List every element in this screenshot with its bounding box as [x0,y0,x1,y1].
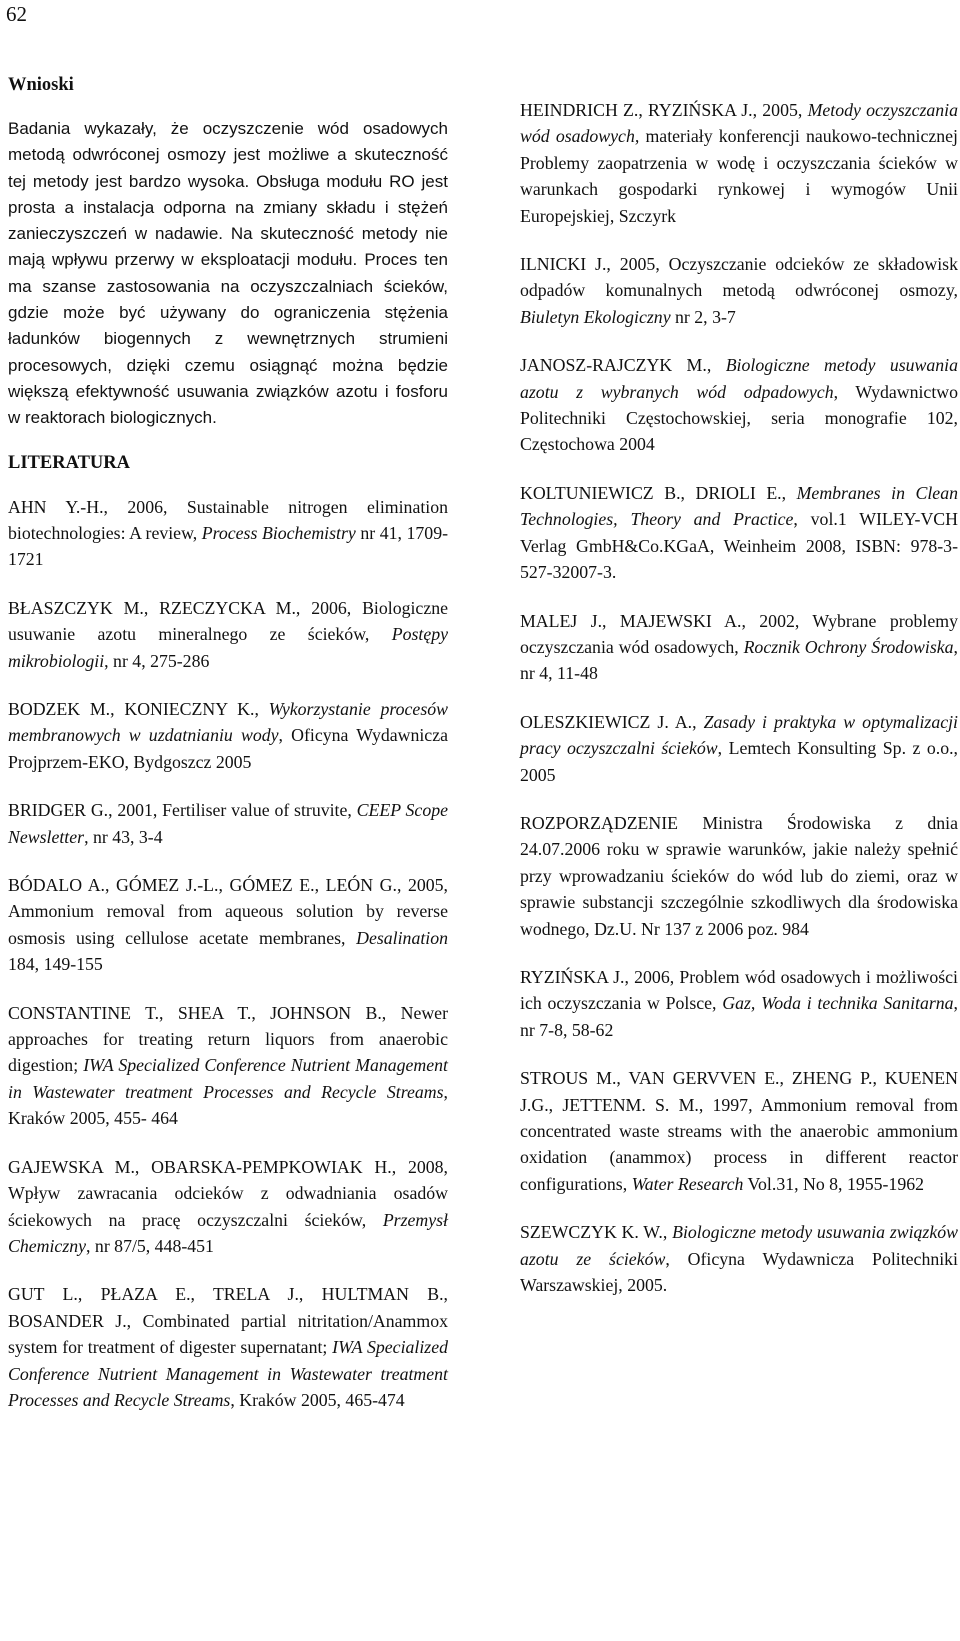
reference-item [520,352,958,458]
reference-text: ILNICKI J., 2005, Oczyszczanie odcieków ze składowisk odpadów komunalnych metodą odwróconej osmozy, [520,254,958,301]
reference-item [520,964,958,1043]
reference-details: , nr 7-8, 58-62 [520,993,958,1040]
reference-list-left [8,494,448,1414]
reference-text: HEINDRICH Z., RYZIŃSKA J., 2005, [520,100,808,120]
left-column [8,72,448,1435]
reference-text: CONSTANTINE T., SHEA T., JOHNSON B., Newer approaches for treating return liquors from anaerobic digestion; [8,1002,448,1076]
reference-source: Postępy mikrobiologii [8,624,448,671]
reference-source: Rocznik Ochrony Środowiska [743,636,954,657]
reference-text: GAJEWSKA M., OBARSKA-PEMPKOWIAK H., 2008, Wpływ zawracania odcieków z odwadniania osadów ściekowych na pracę oczyszczalni ścieków, [8,1156,448,1230]
reference-source: CEEP Scope Newsletter [8,800,448,847]
reference-source: Biologiczne metody usuwania azotu z wybranych wód odpadowych [520,355,958,402]
page-number: 62 [6,2,27,26]
reference-text: SZEWCZYK K. W., [520,1222,673,1243]
reference-item [520,97,958,229]
reference-details: , nr 4, 11-48 [520,636,958,684]
reference-text: BRIDGER G., 2001, Fertiliser value of struvite, [8,800,357,821]
reference-text: GUT L., PŁAZA E., TRELA J., HULTMAN B., BOSANDER J., Combinated partial nitritation/Anammox system for treatment of digester supernatant; [8,1284,448,1358]
reference-source: Water Research [631,1173,744,1194]
reference-details: nr 41, 1709-1721 [8,522,449,570]
reference-source: Biologiczne metody usuwania związków azotu ze ścieków [520,1222,958,1269]
reference-item [520,480,958,586]
reference-text: MALEJ J., MAJEWSKI A., 2002, Wybrane problemy oczyszczania wód osadowych, [520,610,958,657]
reference-details: , Oficyna Wydawnicza Politechniki Warszawskiej, 2005. [520,1248,958,1296]
reference-details: nr 2, 3-7 [670,306,736,327]
reference-item [8,1281,448,1413]
reference-details: , Kraków 2005, 455- 464 [8,1081,448,1129]
reference-item [520,709,958,788]
reference-item [8,595,448,674]
reference-text: RYZIŃSKA J., 2006, Problem wód osadowych i możliwości ich oczyszczania w Polsce, [520,966,958,1014]
reference-item [520,1065,958,1197]
reference-text: BÓDALO A., GÓMEZ J.-L., GÓMEZ E., LEÓN G., 2005, Ammonium removal from aqueous solution by reverse osmosis using cellulose acetate membranes, [8,875,448,948]
conclusions-heading: Wnioski [8,75,74,95]
literature-heading: LITERATURA [8,452,130,473]
reference-item [8,1154,448,1260]
reference-text: KOLTUNIEWICZ B., DRIOLI E., [520,482,797,503]
reference-details: , vol.1 WILEY-VCH Verlag GmbH&Co.KGaA, Weinheim 2008, ISBN: 978-3-527-32007-3. [520,509,958,583]
reference-source: Biuletyn Ekologiczny [520,306,671,327]
reference-details: , Oficyna Wydawnicza Projprzem-EKO, Bydgoszcz 2005 [8,725,448,772]
reference-source: Zasady i praktyka w optymalizacji pracy oczyszczalni ścieków [520,711,958,759]
reference-details: , nr 87/5, 448-451 [86,1235,214,1256]
reference-text: BŁASZCZYK M., RZECZYCKA M., 2006, Biologiczne usuwanie azotu mineralnego ze ścieków, [8,597,448,645]
reference-item [520,1219,958,1298]
reference-text: BODZEK M., KONIECZNY K., [8,699,269,719]
reference-details: , Lemtech Konsulting Sp. z o.o., 2005 [520,738,958,785]
reference-item [8,797,448,850]
reference-source: Membranes in Clean Technologies, Theory and Practice [520,482,958,530]
reference-item [520,608,958,687]
reference-details: materiały konferencji naukowo-technicznej Problemy zaopatrzenia w wodę i oczyszczania ścieków w warunkach gospodarki rynkowej i wymogów Unii Europejskiej, Szczyrk [520,126,958,226]
reference-list-right [520,97,958,1298]
right-column [520,97,958,1320]
reference-source: Process Biochemistry [201,522,356,543]
reference-details: 184, 149-155 [8,954,103,975]
reference-details: , nr 4, 275-286 [104,650,210,671]
reference-text: OLESZKIEWICZ J. A., [520,711,704,732]
reference-text: ROZPORZĄDZENIE Ministra Środowiska z dnia 24.07.2006 roku w sprawie warunków, jakie należy spełnić przy wprowadzaniu ścieków do wód lub do ziemi, oraz w sprawie substancji szczególnie szkodliwych dla środowiska wodnego, Dz.U. Nr 137 z 2006 poz. 984 [520,812,958,939]
reference-text: STROUS M., VAN GERVVEN E., ZHENG P., KUENEN J.G., JETTENM. S. M., 1997, Ammonium removal from concentrated waste streams with the anaerobic ammonium oxidation (anammox) process in different reactor configurations, [520,1068,958,1194]
reference-details: Vol.31, No 8, 1955-1962 [743,1173,924,1194]
reference-details: , nr 43, 3-4 [84,826,163,847]
reference-details: , Wydawnictwo Politechniki Częstochowskiej, seria monografie 102, Częstochowa 2004 [520,381,958,455]
reference-source: IWA Specialized Conference Nutrient Management in Wastewater treatment Processes and Recycle Streams [8,1337,448,1410]
reference-item [520,251,958,330]
reference-item [520,810,958,942]
reference-source: Przemysł Chemiczny [8,1209,448,1256]
reference-source: Wykorzystanie procesów membranowych w uzdatnianiu wody [8,699,448,746]
reference-item [8,1000,448,1132]
reference-text: JANOSZ-RAJCZYK M., [520,355,726,376]
conclusions-text: Badania wykazały, że oczyszczenie wód osadowych metodą odwróconej osmozy jest możliwe a skuteczność tej metody jest bardzo wysoka. Obsługa modułu RO jest prosta a instalacja odporna na zmiany składu i stężeń zanieczyszczeń w nadawie. Na skuteczność metody nie mają wpływu przerwy w eksploatacji modułu. Proces ten ma szanse zastosowania na oczyszczalniach ścieków, gdzie może być używany do ograniczenia stężenia ładunków biogennych z wewnętrznych strumieni procesowych, dzięki czemu osiągnąć można będzie większą efektywność usuwania związków azotu i fosforu w reaktorach biologicznych. [8,119,448,428]
reference-details: , Kraków 2005, 465-474 [230,1389,405,1410]
reference-item [8,494,448,573]
reference-source: Gaz, Woda i technika Sanitarna [722,993,954,1014]
reference-item [8,872,448,978]
reference-source: IWA Specialized Conference Nutrient Management in Wastewater treatment Processes and Recycle Streams [8,1055,448,1102]
reference-source: Metody oczyszczania wód osadowych, [520,100,958,147]
reference-item [8,696,448,775]
reference-source: Desalination [356,927,448,948]
reference-text: AHN Y.-H., 2006, Sustainable nitrogen elimination biotechnologies: A review, [8,496,448,543]
